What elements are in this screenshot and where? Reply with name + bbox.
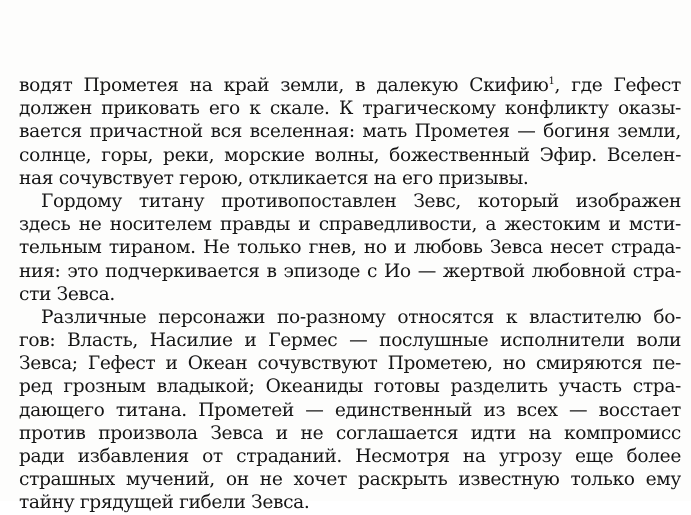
paragraph-3 <box>19 306 681 515</box>
text-line: должен приковать его к скале. К трагическому конфликту оказы- <box>19 98 681 120</box>
text-line: страшных мучений, он не хочет раскрыть известную только ему <box>19 469 681 491</box>
text-line: ред грозным владыкой; Океаниды готовы разделить участь стра- <box>19 376 681 398</box>
text-line: гов: Власть, Насилие и Гермес — послушные исполнители воли <box>19 330 681 352</box>
footnote-marker: 1 <box>548 76 555 87</box>
line-text: водят Прометея на край земли, в далекую Скифию <box>19 75 549 96</box>
text-line <box>19 74 681 97</box>
text-line: Зевса; Гефест и Океан сочувствуют Прометею, но смиряются пе- <box>19 353 681 375</box>
text-line: дающего титана. Прометей — единственный из всех — восстает <box>19 399 681 421</box>
line-text-continued: , где Гефест <box>554 75 681 96</box>
text-line: Гордому титану противопоставлен Зевс, который изображен <box>41 190 681 212</box>
text-line: ная сочувствует герою, откликается на его призывы. <box>19 167 529 189</box>
text-line: вается причастной вся вселенная: мать Прометея — богиня земли, <box>19 121 681 143</box>
text-line: против произвола Зевса и не соглашается идти на компромисс <box>19 422 681 444</box>
text-line: ния: это подчеркивается в эпизоде с Ио — жертвой любовной стра- <box>19 260 681 282</box>
text-line: Различные персонажи по-разному относятся к властителю бо- <box>41 306 681 328</box>
body-text <box>19 74 681 515</box>
text-line: сти Зевса. <box>19 283 115 305</box>
text-line: солнце, горы, реки, морские волны, божественный Эфир. Вселен- <box>19 144 681 166</box>
text-line: ради избавления от страданий. Несмотря на угрозу еще более <box>19 446 681 467</box>
paragraph-2 <box>19 190 681 306</box>
text-line: тайну грядущей гибели Зевса. <box>19 492 310 514</box>
paragraph-1 <box>19 74 681 190</box>
text-line: здесь не носителем правды и справедливости, а жестоким и мсти- <box>19 214 681 236</box>
text-line: тельным тираном. Не только гнев, но и любовь Зевса несет страда- <box>19 237 681 259</box>
